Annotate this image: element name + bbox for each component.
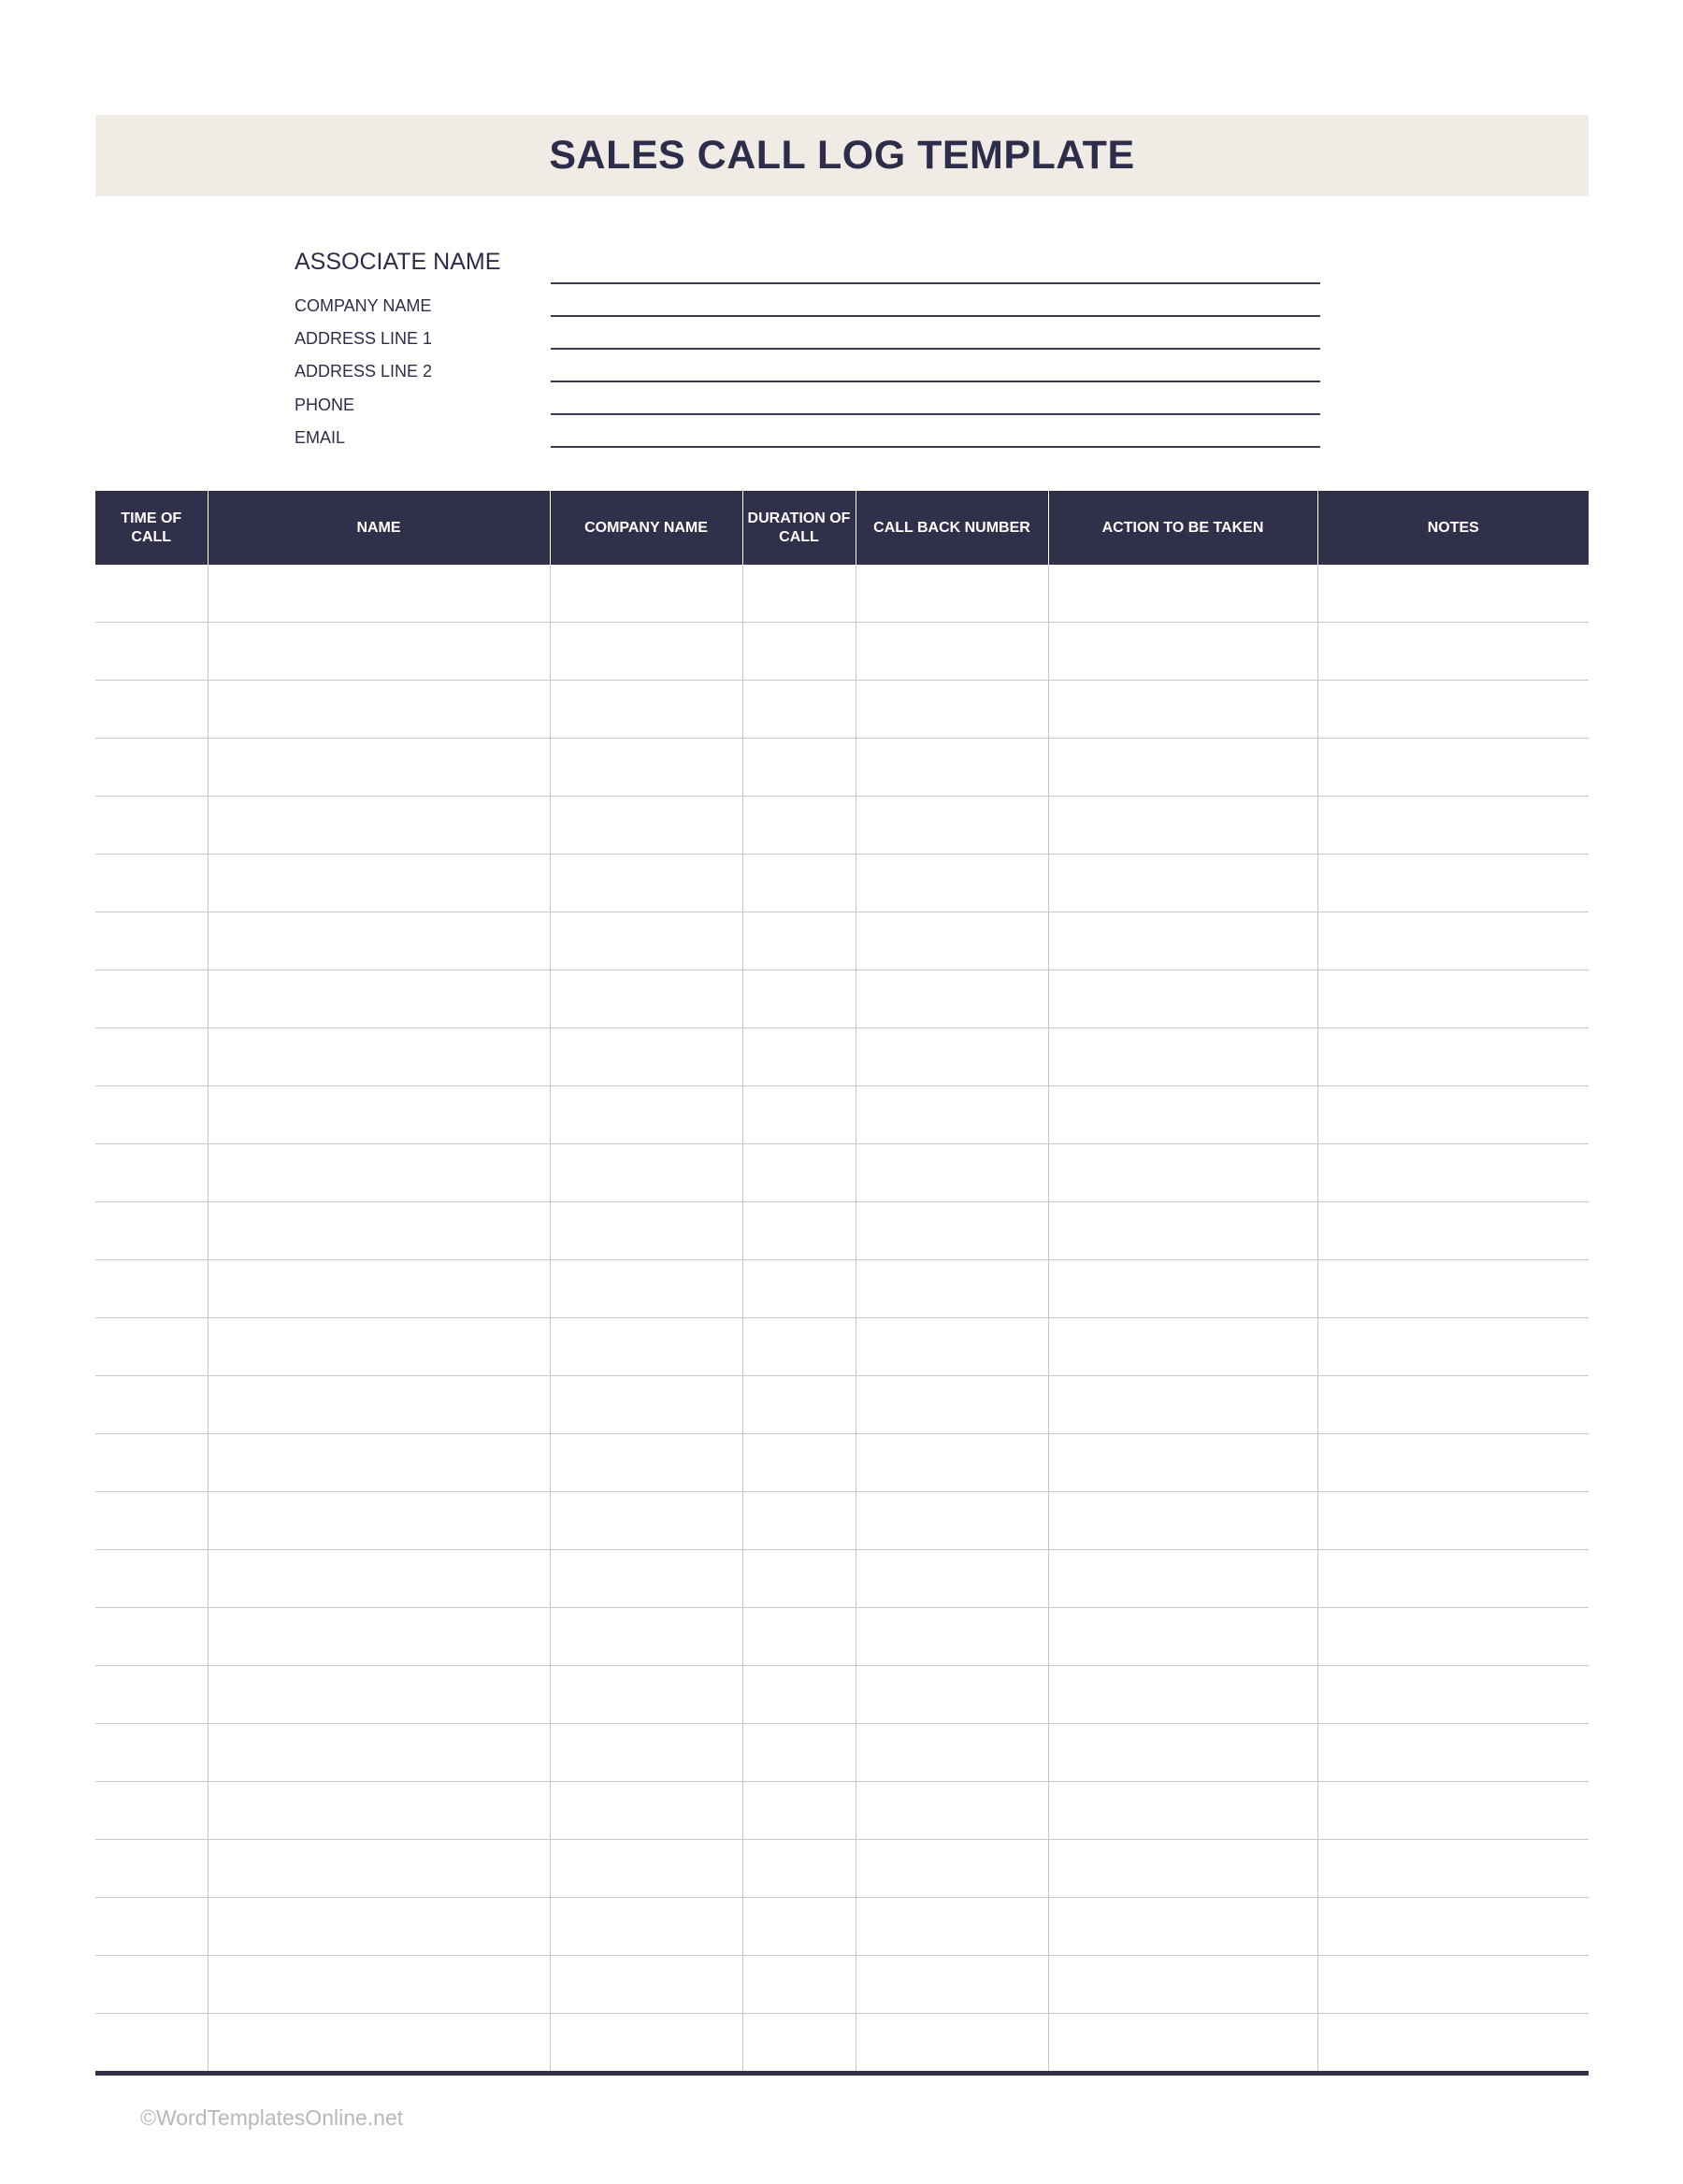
cell-company-name[interactable] xyxy=(550,1376,742,1434)
cell-time-of-call[interactable] xyxy=(95,855,208,912)
cell-action-to-be-taken[interactable] xyxy=(1048,1434,1317,1492)
cell-call-back-number[interactable] xyxy=(856,1434,1048,1492)
cell-duration-of-call[interactable] xyxy=(742,1840,856,1898)
cell-action-to-be-taken[interactable] xyxy=(1048,1376,1317,1434)
cell-name[interactable] xyxy=(208,2014,550,2074)
cell-call-back-number[interactable] xyxy=(856,681,1048,739)
cell-duration-of-call[interactable] xyxy=(742,623,856,681)
cell-notes[interactable] xyxy=(1317,1144,1589,1202)
table-row xyxy=(95,1318,1589,1376)
cell-call-back-number[interactable] xyxy=(856,1666,1048,1724)
company-name-field[interactable] xyxy=(551,315,1320,317)
cell-action-to-be-taken[interactable] xyxy=(1048,565,1317,623)
cell-duration-of-call[interactable] xyxy=(742,1318,856,1376)
associate-name-label: ASSOCIATE NAME xyxy=(295,249,501,275)
cell-time-of-call[interactable] xyxy=(95,1028,208,1086)
cell-time-of-call[interactable] xyxy=(95,797,208,855)
cell-name[interactable] xyxy=(208,681,550,739)
table-row xyxy=(95,1202,1589,1260)
cell-call-back-number[interactable] xyxy=(856,1492,1048,1550)
cell-duration-of-call[interactable] xyxy=(742,1724,856,1782)
cell-company-name[interactable] xyxy=(550,1318,742,1376)
table-row xyxy=(95,1260,1589,1318)
table-row xyxy=(95,1898,1589,1956)
cell-action-to-be-taken[interactable] xyxy=(1048,1144,1317,1202)
cell-name[interactable] xyxy=(208,1202,550,1260)
cell-time-of-call[interactable] xyxy=(95,1144,208,1202)
footer-credit: ©WordTemplatesOnline.net xyxy=(140,2105,404,2130)
cell-time-of-call[interactable] xyxy=(95,1782,208,1840)
cell-action-to-be-taken[interactable] xyxy=(1048,1202,1317,1260)
cell-company-name[interactable] xyxy=(550,1550,742,1608)
cell-notes[interactable] xyxy=(1317,681,1589,739)
cell-call-back-number[interactable] xyxy=(856,1202,1048,1260)
cell-notes[interactable] xyxy=(1317,1666,1589,1724)
cell-action-to-be-taken[interactable] xyxy=(1048,1666,1317,1724)
cell-time-of-call[interactable] xyxy=(95,681,208,739)
cell-call-back-number[interactable] xyxy=(856,855,1048,912)
cell-name[interactable] xyxy=(208,1840,550,1898)
cell-company-name[interactable] xyxy=(550,1724,742,1782)
cell-name[interactable] xyxy=(208,739,550,797)
cell-name[interactable] xyxy=(208,1782,550,1840)
cell-time-of-call[interactable] xyxy=(95,970,208,1028)
table-row xyxy=(95,1434,1589,1492)
table-row xyxy=(95,2014,1589,2074)
cell-company-name[interactable] xyxy=(550,1144,742,1202)
cell-company-name[interactable] xyxy=(550,1840,742,1898)
cell-call-back-number[interactable] xyxy=(856,797,1048,855)
cell-duration-of-call[interactable] xyxy=(742,970,856,1028)
column-header-time-of-call: TIME OF CALL xyxy=(95,491,208,565)
cell-duration-of-call[interactable] xyxy=(742,1260,856,1318)
cell-company-name[interactable] xyxy=(550,1202,742,1260)
cell-company-name[interactable] xyxy=(550,970,742,1028)
cell-action-to-be-taken[interactable] xyxy=(1048,797,1317,855)
cell-action-to-be-taken[interactable] xyxy=(1048,1260,1317,1318)
table-row xyxy=(95,1608,1589,1666)
cell-name[interactable] xyxy=(208,797,550,855)
cell-notes[interactable] xyxy=(1317,970,1589,1028)
cell-time-of-call[interactable] xyxy=(95,2014,208,2074)
cell-company-name[interactable] xyxy=(550,1492,742,1550)
cell-action-to-be-taken[interactable] xyxy=(1048,1840,1317,1898)
cell-name[interactable] xyxy=(208,1318,550,1376)
cell-company-name[interactable] xyxy=(550,565,742,623)
cell-name[interactable] xyxy=(208,1434,550,1492)
cell-time-of-call[interactable] xyxy=(95,1608,208,1666)
table-row xyxy=(95,855,1589,912)
page-title: SALES CALL LOG TEMPLATE xyxy=(549,133,1135,178)
cell-time-of-call[interactable] xyxy=(95,1492,208,1550)
cell-action-to-be-taken[interactable] xyxy=(1048,1550,1317,1608)
cell-call-back-number[interactable] xyxy=(856,970,1048,1028)
cell-call-back-number[interactable] xyxy=(856,623,1048,681)
cell-time-of-call[interactable] xyxy=(95,1376,208,1434)
cell-time-of-call[interactable] xyxy=(95,1318,208,1376)
cell-name[interactable] xyxy=(208,1608,550,1666)
cell-name[interactable] xyxy=(208,1956,550,2014)
cell-action-to-be-taken[interactable] xyxy=(1048,739,1317,797)
table-row xyxy=(95,1840,1589,1898)
cell-company-name[interactable] xyxy=(550,623,742,681)
cell-call-back-number[interactable] xyxy=(856,1898,1048,1956)
cell-name[interactable] xyxy=(208,1144,550,1202)
table-row xyxy=(95,1724,1589,1782)
cell-duration-of-call[interactable] xyxy=(742,797,856,855)
cell-time-of-call[interactable] xyxy=(95,1724,208,1782)
cell-duration-of-call[interactable] xyxy=(742,1492,856,1550)
cell-duration-of-call[interactable] xyxy=(742,1550,856,1608)
cell-notes[interactable] xyxy=(1317,1318,1589,1376)
column-header-name: NAME xyxy=(208,491,550,565)
cell-duration-of-call[interactable] xyxy=(742,1608,856,1666)
table-row xyxy=(95,565,1589,623)
phone-label: PHONE xyxy=(295,395,355,414)
cell-duration-of-call[interactable] xyxy=(742,681,856,739)
address-line-2-label: ADDRESS LINE 2 xyxy=(295,362,433,381)
cell-time-of-call[interactable] xyxy=(95,1666,208,1724)
cell-call-back-number[interactable] xyxy=(856,1376,1048,1434)
cell-call-back-number[interactable] xyxy=(856,1608,1048,1666)
cell-name[interactable] xyxy=(208,623,550,681)
table-row xyxy=(95,1492,1589,1550)
table-row xyxy=(95,1376,1589,1434)
cell-name[interactable] xyxy=(208,1028,550,1086)
cell-time-of-call[interactable] xyxy=(95,1898,208,1956)
cell-name[interactable] xyxy=(208,1086,550,1144)
cell-time-of-call[interactable] xyxy=(95,1260,208,1318)
cell-call-back-number[interactable] xyxy=(856,1956,1048,2014)
cell-duration-of-call[interactable] xyxy=(742,1144,856,1202)
cell-time-of-call[interactable] xyxy=(95,623,208,681)
cell-call-back-number[interactable] xyxy=(856,1144,1048,1202)
table-row xyxy=(95,1086,1589,1144)
cell-call-back-number[interactable] xyxy=(856,739,1048,797)
cell-company-name[interactable] xyxy=(550,2014,742,2074)
cell-notes[interactable] xyxy=(1317,1608,1589,1666)
cell-duration-of-call[interactable] xyxy=(742,2014,856,2074)
cell-name[interactable] xyxy=(208,565,550,623)
call-log-body xyxy=(95,565,1589,2074)
column-header-company-name: COMPANY NAME xyxy=(550,491,742,565)
cell-notes[interactable] xyxy=(1317,1028,1589,1086)
table-row xyxy=(95,1666,1589,1724)
cell-company-name[interactable] xyxy=(550,1608,742,1666)
email-field[interactable] xyxy=(551,446,1320,448)
cell-name[interactable] xyxy=(208,1376,550,1434)
cell-action-to-be-taken[interactable] xyxy=(1048,2014,1317,2074)
cell-duration-of-call[interactable] xyxy=(742,912,856,970)
cell-action-to-be-taken[interactable] xyxy=(1048,1028,1317,1086)
address-line-2-field[interactable] xyxy=(551,381,1320,382)
cell-duration-of-call[interactable] xyxy=(742,1434,856,1492)
table-row xyxy=(95,1028,1589,1086)
table-row xyxy=(95,1782,1589,1840)
cell-notes[interactable] xyxy=(1317,1260,1589,1318)
cell-company-name[interactable] xyxy=(550,1956,742,2014)
cell-notes[interactable] xyxy=(1317,1492,1589,1550)
cell-action-to-be-taken[interactable] xyxy=(1048,1318,1317,1376)
column-header-action-to-be-taken: ACTION TO BE TAKEN xyxy=(1048,491,1317,565)
cell-time-of-call[interactable] xyxy=(95,739,208,797)
table-row xyxy=(95,1956,1589,2014)
cell-action-to-be-taken[interactable] xyxy=(1048,1492,1317,1550)
cell-company-name[interactable] xyxy=(550,739,742,797)
cell-time-of-call[interactable] xyxy=(95,1550,208,1608)
title-band xyxy=(95,115,1589,196)
table-row xyxy=(95,912,1589,970)
cell-time-of-call[interactable] xyxy=(95,1202,208,1260)
cell-action-to-be-taken[interactable] xyxy=(1048,912,1317,970)
cell-name[interactable] xyxy=(208,970,550,1028)
cell-notes[interactable] xyxy=(1317,1202,1589,1260)
cell-duration-of-call[interactable] xyxy=(742,565,856,623)
cell-duration-of-call[interactable] xyxy=(742,1956,856,2014)
cell-time-of-call[interactable] xyxy=(95,1086,208,1144)
cell-notes[interactable] xyxy=(1317,1898,1589,1956)
cell-name[interactable] xyxy=(208,855,550,912)
cell-call-back-number[interactable] xyxy=(856,1028,1048,1086)
cell-call-back-number[interactable] xyxy=(856,2014,1048,2074)
cell-company-name[interactable] xyxy=(550,1028,742,1086)
cell-action-to-be-taken[interactable] xyxy=(1048,1956,1317,2014)
cell-company-name[interactable] xyxy=(550,912,742,970)
cell-call-back-number[interactable] xyxy=(856,1260,1048,1318)
cell-duration-of-call[interactable] xyxy=(742,1376,856,1434)
cell-time-of-call[interactable] xyxy=(95,1840,208,1898)
address-line-1-field[interactable] xyxy=(551,348,1320,350)
column-header-call-back-number: CALL BACK NUMBER xyxy=(856,491,1048,565)
cell-call-back-number[interactable] xyxy=(856,565,1048,623)
cell-notes[interactable] xyxy=(1317,739,1589,797)
table-row xyxy=(95,797,1589,855)
cell-notes[interactable] xyxy=(1317,1550,1589,1608)
cell-duration-of-call[interactable] xyxy=(742,1202,856,1260)
cell-time-of-call[interactable] xyxy=(95,1956,208,2014)
cell-name[interactable] xyxy=(208,1898,550,1956)
cell-company-name[interactable] xyxy=(550,1666,742,1724)
cell-action-to-be-taken[interactable] xyxy=(1048,1724,1317,1782)
cell-duration-of-call[interactable] xyxy=(742,1666,856,1724)
cell-name[interactable] xyxy=(208,1260,550,1318)
table-row xyxy=(95,739,1589,797)
call-log-table xyxy=(95,491,1589,2076)
cell-notes[interactable] xyxy=(1317,623,1589,681)
cell-call-back-number[interactable] xyxy=(856,1086,1048,1144)
cell-notes[interactable] xyxy=(1317,1782,1589,1840)
phone-field[interactable] xyxy=(551,413,1320,415)
cell-company-name[interactable] xyxy=(550,1086,742,1144)
cell-action-to-be-taken[interactable] xyxy=(1048,970,1317,1028)
cell-call-back-number[interactable] xyxy=(856,1318,1048,1376)
cell-company-name[interactable] xyxy=(550,1782,742,1840)
cell-name[interactable] xyxy=(208,1666,550,1724)
cell-name[interactable] xyxy=(208,1724,550,1782)
cell-call-back-number[interactable] xyxy=(856,1724,1048,1782)
cell-call-back-number[interactable] xyxy=(856,1550,1048,1608)
cell-notes[interactable] xyxy=(1317,1376,1589,1434)
cell-duration-of-call[interactable] xyxy=(742,1028,856,1086)
cell-company-name[interactable] xyxy=(550,855,742,912)
column-header-duration-of-call: DURATION OF CALL xyxy=(742,491,856,565)
cell-notes[interactable] xyxy=(1317,912,1589,970)
cell-name[interactable] xyxy=(208,1492,550,1550)
cell-call-back-number[interactable] xyxy=(856,1782,1048,1840)
cell-name[interactable] xyxy=(208,1550,550,1608)
cell-call-back-number[interactable] xyxy=(856,1840,1048,1898)
cell-time-of-call[interactable] xyxy=(95,565,208,623)
cell-call-back-number[interactable] xyxy=(856,912,1048,970)
column-header-notes: NOTES xyxy=(1317,491,1589,565)
cell-action-to-be-taken[interactable] xyxy=(1048,1608,1317,1666)
cell-time-of-call[interactable] xyxy=(95,1434,208,1492)
cell-company-name[interactable] xyxy=(550,797,742,855)
cell-notes[interactable] xyxy=(1317,1086,1589,1144)
cell-action-to-be-taken[interactable] xyxy=(1048,855,1317,912)
cell-notes[interactable] xyxy=(1317,797,1589,855)
cell-company-name[interactable] xyxy=(550,1898,742,1956)
table-row xyxy=(95,623,1589,681)
company-name-label: COMPANY NAME xyxy=(295,296,432,315)
cell-duration-of-call[interactable] xyxy=(742,1898,856,1956)
cell-notes[interactable] xyxy=(1317,855,1589,912)
cell-company-name[interactable] xyxy=(550,1260,742,1318)
cell-notes[interactable] xyxy=(1317,1724,1589,1782)
cell-action-to-be-taken[interactable] xyxy=(1048,1086,1317,1144)
cell-duration-of-call[interactable] xyxy=(742,855,856,912)
table-row xyxy=(95,1144,1589,1202)
cell-notes[interactable] xyxy=(1317,1956,1589,2014)
email-label: EMAIL xyxy=(295,428,346,447)
cell-action-to-be-taken[interactable] xyxy=(1048,681,1317,739)
cell-notes[interactable] xyxy=(1317,2014,1589,2074)
associate-name-field[interactable] xyxy=(551,282,1320,284)
cell-notes[interactable] xyxy=(1317,565,1589,623)
cell-notes[interactable] xyxy=(1317,1840,1589,1898)
cell-action-to-be-taken[interactable] xyxy=(1048,623,1317,681)
table-row xyxy=(95,970,1589,1028)
cell-company-name[interactable] xyxy=(550,681,742,739)
cell-company-name[interactable] xyxy=(550,1434,742,1492)
cell-notes[interactable] xyxy=(1317,1434,1589,1492)
cell-action-to-be-taken[interactable] xyxy=(1048,1782,1317,1840)
table-header-row xyxy=(95,491,1589,565)
cell-duration-of-call[interactable] xyxy=(742,1086,856,1144)
cell-name[interactable] xyxy=(208,912,550,970)
address-line-1-label: ADDRESS LINE 1 xyxy=(295,329,433,348)
cell-action-to-be-taken[interactable] xyxy=(1048,1898,1317,1956)
table-row xyxy=(95,681,1589,739)
cell-time-of-call[interactable] xyxy=(95,912,208,970)
cell-duration-of-call[interactable] xyxy=(742,1782,856,1840)
cell-duration-of-call[interactable] xyxy=(742,739,856,797)
table-row xyxy=(95,1550,1589,1608)
